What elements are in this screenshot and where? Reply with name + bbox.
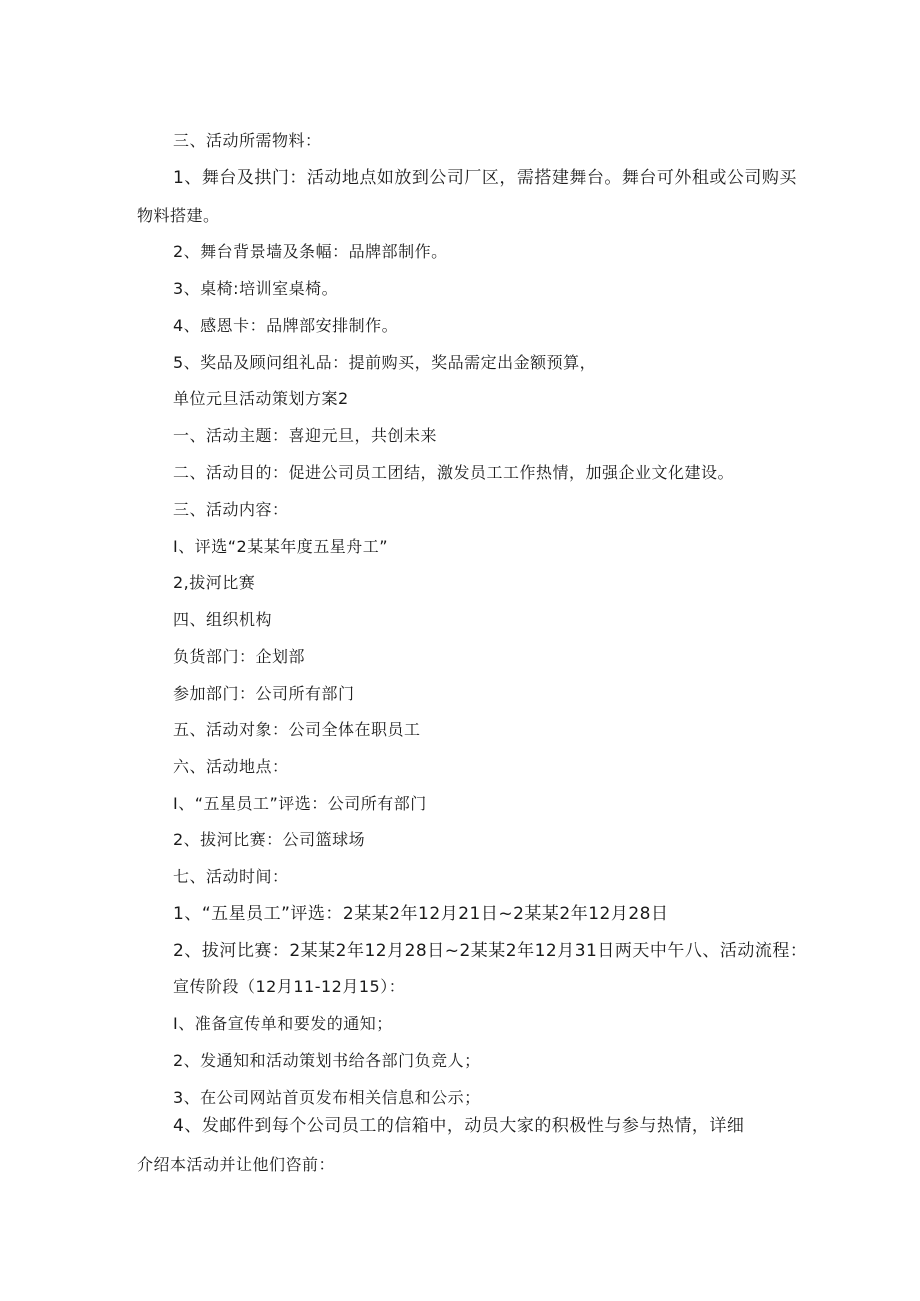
materials-item-2: 2、舞台背景墙及条幅：品牌部制作。 (173, 242, 448, 261)
time-item-2: 2、拔河比赛：2某某2年12月28日~2某某2年12月31日两天中午八、活动流程： (173, 941, 808, 961)
materials-item-4: 4、感恩卡：品牌部安排制作。 (173, 316, 399, 335)
promotion-phase-heading: 宣传阶段（12月11-12月15）： (173, 977, 406, 996)
materials-item-3: 3、桌椅:培训室桌椅。 (173, 279, 339, 298)
section-heading-organization: 四、组织机构 (173, 610, 273, 629)
content-item-2: 2,拔河比赛 (173, 573, 256, 592)
promotion-item-2: 2、发通知和活动策划书给各部门负竞人； (173, 1051, 481, 1070)
time-item-1: 1、“五星员工”评选：2某某2年12月21日~2某某2年12月28日 (173, 904, 669, 924)
section-heading-materials: 三、活动所需物料： (173, 131, 322, 150)
promotion-item-4: 4、发邮件到每个公司员工的信箱中，动员大家的积极性与参与热情，详细 (173, 1116, 745, 1136)
section-heading-time: 七、活动时间： (173, 867, 289, 886)
section-audience: 五、活动对象：公司全体在职员工 (173, 720, 421, 739)
promotion-item-1: I、准备宣传单和要发的通知； (173, 1014, 393, 1033)
section-theme: 一、活动主题：喜迎元旦，共创未来 (173, 426, 438, 445)
organization-responsible: 负货部门：企划部 (173, 647, 306, 666)
location-item-2: 2、拔河比赛：公司篮球场 (173, 830, 366, 849)
materials-item-1-continued: 物料搭建。 (137, 206, 220, 225)
section-heading-content: 三、活动内容： (173, 500, 289, 519)
organization-participants: 参加部门：公司所有部门 (173, 684, 355, 703)
content-item-1: I、评选“2某某年度五星舟工” (173, 537, 388, 556)
materials-item-1: 1、舞台及拱门：活动地点如放到公司厂区，需搭建舞台。舞台可外租或公司购买 (173, 168, 797, 188)
promotion-item-3: 3、在公司网站首页发布相关信息和公示； (173, 1088, 481, 1107)
plan-title: 单位元旦活动策划方案2 (173, 389, 349, 408)
location-item-1: I、“五星员工”评选：公司所有部门 (173, 794, 427, 813)
section-heading-location: 六、活动地点： (173, 757, 289, 776)
materials-item-5: 5、奖品及顾问组礼品：提前购买，奖品需定出金额预算， (173, 353, 597, 372)
promotion-item-4-continued: 介绍本活动并让他们咨前： (137, 1155, 336, 1174)
section-purpose: 二、活动目的：促进公司员工团结，激发员工工作热情，加强企业文化建设。 (173, 463, 735, 482)
